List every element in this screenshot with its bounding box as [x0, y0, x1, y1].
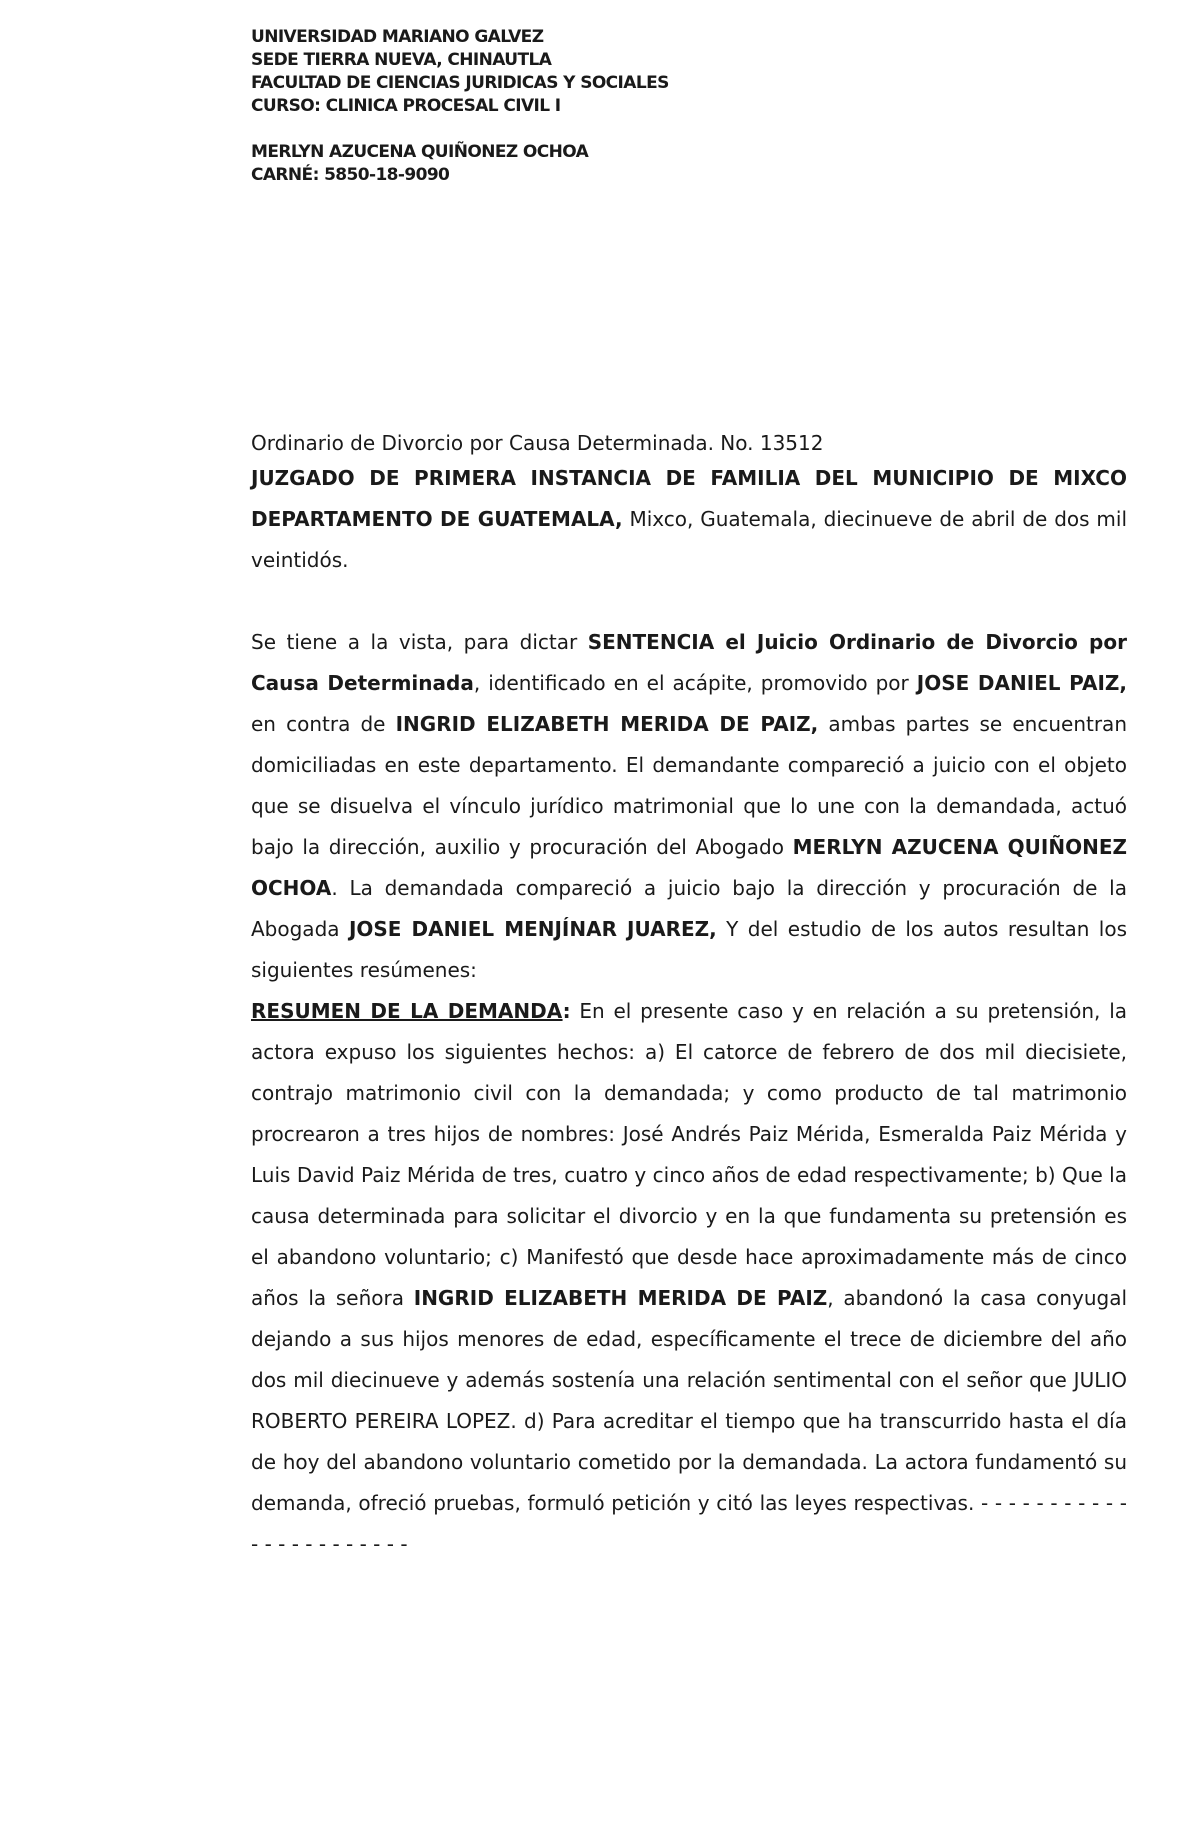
- sentence-paragraph: [251, 622, 1127, 991]
- university-name: UNIVERSIDAD MARIANO GALVEZ: [251, 27, 544, 47]
- p2-bold-1: INGRID ELIZABETH MERIDA DE PAIZ: [413, 1286, 828, 1310]
- p1-text-5: . La demandada compareció a juicio bajo la dirección y procuración de la Abogada: [251, 876, 1127, 941]
- p1-text-1: Se tiene a la vista, para dictar: [251, 630, 588, 654]
- campus-name: SEDE TIERRA NUEVA, CHINAUTLA: [251, 50, 552, 70]
- court-name: JUZGADO DE PRIMERA INSTANCIA DE FAMILIA DEL MUNICIPIO DE MIXCO DEPARTAMENTO DE GUATEMALA,: [251, 466, 1127, 531]
- p1-bold-1: SENTENCIA el Juicio Ordinario de Divorcio por Causa Determinada: [251, 630, 1127, 695]
- faculty-name: FACULTAD DE CIENCIAS JURIDICAS Y SOCIALES: [251, 73, 669, 93]
- p1-bold-4: MERLYN AZUCENA QUIÑONEZ OCHOA: [251, 835, 1128, 900]
- header-spacer: [251, 118, 951, 141]
- p2-text-2: , abandonó la casa conyugal dejando a sus hijos menores de edad, específicamente el trece de diciembre del año dos mil diecinueve y además sostenía una relación sentimental con el señor que JULIO ROBERTO PEREIRA LOPEZ. d) Para acreditar el tiempo que ha transcurrido hasta el día de hoy del abandono voluntario cometido por la demandada. La actora fundamentó su demanda, ofreció pruebas, formuló petición y citó las leyes respectivas.: [251, 1286, 1128, 1515]
- p1-bold-5: JOSE DANIEL MENJÍNAR JUAREZ,: [348, 917, 717, 941]
- student-carne: CARNÉ: 5850-18-9090: [251, 165, 450, 185]
- place-date: Mixco, Guatemala, diecinueve de abril de dos mil veintidós.: [251, 507, 1127, 572]
- p2-dashes: - - - - - - - - - - - - - - - - - - - - - - -: [251, 1491, 1127, 1556]
- student-name: MERLYN AZUCENA QUIÑONEZ OCHOA: [251, 142, 589, 162]
- p1-text-2: , identificado en el acápite, promovido por: [473, 671, 917, 695]
- document-body: [251, 428, 1127, 1565]
- p1-text-3: en contra de: [251, 712, 396, 736]
- p1-bold-2: JOSE DANIEL PAIZ,: [916, 671, 1128, 695]
- course-name: CURSO: CLINICA PROCESAL CIVIL I: [251, 96, 561, 116]
- paragraph-gap: [251, 581, 1127, 622]
- p2-text-1: En el presente caso y en relación a su pretensión, la actora expuso los siguientes hechos: a) El catorce de febrero de dos mil diecisiete, contrajo matrimonio civil con la demandada; y como producto de tal matrimonio procrearon a tres hijos de nombres: José Andrés Paiz Mérida, Esmeralda Paiz Mérida y Luis David Paiz Mérida de tres, cuatro y cinco años de edad respectivamente; b) Que la causa determinada para solicitar el divorcio y en la que fundamenta su pretensión es el abandono voluntario; c) Manifestó que desde hace aproximadamente más de cinco años la señora: [251, 999, 1128, 1310]
- court-paragraph: [251, 458, 1127, 581]
- demand-summary-paragraph: [251, 991, 1127, 1565]
- p1-bold-3: INGRID ELIZABETH MERIDA DE PAIZ,: [395, 712, 819, 736]
- case-title: Ordinario de Divorcio por Causa Determinada. No. 13512: [251, 431, 824, 455]
- demand-summary-heading: RESUMEN DE LA DEMANDA: [251, 999, 563, 1023]
- heading-colon: :: [562, 999, 571, 1023]
- p1-text-6: Y del estudio de los autos resultan los siguientes resúmenes:: [251, 917, 1128, 982]
- p1-text-4: ambas partes se encuentran domiciliadas en este departamento. El demandante compareció a juicio con el objeto que se disuelva el vínculo jurídico matrimonial que lo une con la demandada, actuó bajo la dirección, auxilio y procuración del Abogado: [251, 712, 1127, 859]
- document-header: [251, 26, 951, 187]
